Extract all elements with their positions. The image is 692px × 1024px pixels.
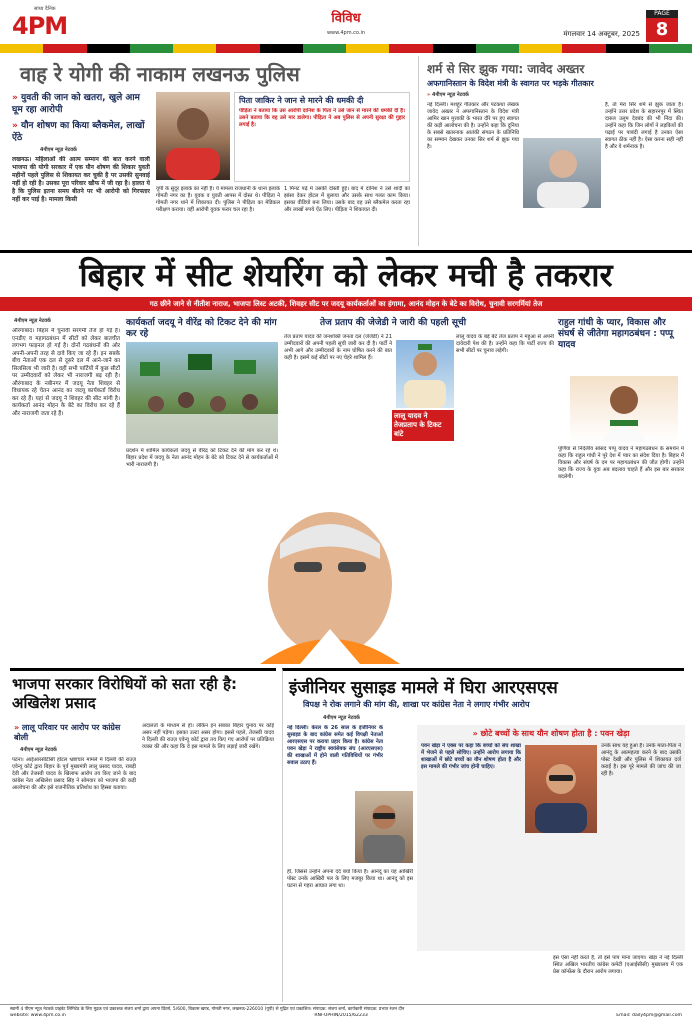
crowd-icon bbox=[126, 342, 278, 444]
lead-headline: बिहार में सीट शेयरिंग को लेकर मची है तकरार bbox=[79, 256, 613, 294]
story2-col1: नई दिल्ली। मशहूर गीतकार और पटकथा लेखक जावेद अख्तर ने अफगानिस्तान के विदेश मंत्री आमिर खान मुत्ताकी के भारत दौरे पर हुए स्वागत की कड़ी आलोचना की है। उन्होंने कहा कि दुनिया के सबसे खतरनाक आतंकी संगठन के प्रतिनिधि का सम्मान देखकर उनका सिर शर्म से झुक गया है। bbox=[427, 102, 519, 150]
footer-line1: स्वामी 4 पीएम न्यूज़ नेटवर्क प्राइवेट लिमिटेड के लिए मुद्रक एवं प्रकाशक संजय शर्मा द्वारा अपना प्रिंटर्स, 5/600, विकास खण्ड, गोमती नगर, लखनऊ-226010 (यूपी) से मुद्रित एवं प्रकाशित। संपादक: संजय शर्मा, कार्यकारी संपादक: प्रभात रंजन दीन bbox=[10, 1007, 405, 1012]
story1-quote-box bbox=[234, 92, 410, 182]
story3-kicker: » लालू परिवार पर आरोप पर कांग्रेस बोली bbox=[14, 723, 121, 742]
lead-tag: लालू यादव ने तेजप्रताप के टिकट बांटे bbox=[392, 410, 454, 441]
lead-sub1-body: प्रदर्शन में शामिल कार्यकर्ता जदयू से वीरेंद्र को टिकट देने की मांग कर रहे थे। बिहार प्रदेश में जदयू के नेता आनंद मोहन के बेटे को टिकट देने से कार्यकर्ताओं में भारी नाराजगी है। bbox=[126, 448, 278, 468]
story4-box-title: » छोटे बच्चों के साथ यौन शोषण होता है : पवन खेड़ा bbox=[472, 729, 630, 738]
lead-byline: 4पीएम न्यूज़ नेटवर्क bbox=[14, 318, 51, 324]
story-yogi-police bbox=[10, 56, 410, 246]
story1-col3: 1 मिनट पढ़ें में उसकी दोस्ती हुई। बाद में दानिश ने उसे शादी का झांसा देकर होटल में बुलाया और उसके साथ गलत काम किया। इसका वीडियो बना लिया। उसके बाद वह उसे ब्लैकमेल करता रहा और लाखों रुपये ऐंठ लिए। पीड़िता ने शिकायत दी। bbox=[284, 186, 410, 213]
lead-sub3: राहुल गांधी के प्यार, विकास और संघर्ष से जीतेगा महागठबंधन : पप्पू यादव bbox=[558, 318, 673, 350]
story3-byline: 4पीएम न्यूज़ नेटवर्क bbox=[20, 747, 57, 753]
footer bbox=[0, 1004, 692, 1024]
footer-rni: RNI-UPHIN/2015/62233 bbox=[314, 1013, 368, 1018]
lead-sub2-body: तेज प्रताप यादव की जनशक्ति जनता दल (जेजेडी) ने 21 उम्मीदवारों की अपनी पहली सूची जारी कर दी है। पार्टी ने अभी आगे और उम्मीदवारों के नाम घोषित करने की बात कही है। इसमें कई सीटों पर नए चेहरे शामिल हैं। bbox=[284, 334, 392, 361]
story1-col2: यूपी के सुदूर इलाके का नहीं है। ये मामला राजधानी के थाना इलाके गोमती नगर का है। युवक व युवती आपस में दोस्त थे। पीड़िता ने गोमती नगर थाने में शिकायत दी। पुलिस ने पीड़िता का मेडिकल परीक्षण कराया। वहीं आरोपी युवक फरार चल रहा है। bbox=[156, 186, 280, 213]
page-badge bbox=[646, 10, 678, 42]
story4-photo-khera bbox=[525, 745, 597, 833]
story-rss-engineer bbox=[282, 668, 684, 1002]
story1-quote: पिता जाकिर ने जान से मारने की धमकी दी bbox=[239, 96, 364, 105]
issue-date: मंगलवार 14 अक्टूबर, 2025 bbox=[563, 30, 640, 38]
story2-photo bbox=[523, 138, 601, 208]
story2-col2: है, तो मेरा सिर शर्म से झुक जाता है। उन्होंने उत्तर प्रदेश के सहारनपुर में स्थित दारुल उलूम देवबंद की भी निंदा की। उन्होंने कहा कि जिन लोगों ने लड़कियों की पढ़ाई पर पाबंदी लगाई है उनका ऐसा स्वागत ठीक नहीं है। ऐसा करना सही नहीं है और ये शर्मनाक है। bbox=[605, 102, 683, 150]
story4-headline: इंजीनियर सुसाइड मामले में घिरा आरएसएस bbox=[289, 678, 558, 698]
story4-col1: नई दिल्ली। केरल के 26 साल के इंजीनियर के सुसाइड के बाद कांग्रेस समेत कई विपक्षी नेताओं आरएसएस पर कराया प्रहार किया है। कांग्रेस नेता पवन खेड़ा ने राष्ट्रीय स्वयंसेवक संघ (आरएसएस) की शाखाओं में होने वाली गतिविधियों पर गंभीर सवाल उठाए हैं। bbox=[287, 725, 383, 766]
section-title: विविध bbox=[331, 11, 361, 26]
bullet-icon: » bbox=[472, 729, 478, 738]
story4-deck: विपक्ष ने रोक लगाने की मांग की, शाखा पर कांग्रेस नेता ने लगाए गंभीर आरोप bbox=[303, 700, 530, 709]
lead-sub2-body2: लालू यादव के बड़े बेटे तेज प्रताप ने महुआ से अपनी दावेदारी पेश की है। उन्होंने कहा कि पार्टी राज्य की सभी सीटों पर चुनाव लड़ेगी। bbox=[456, 334, 554, 354]
story3-headline: भाजपा सरकार विरोधियों को सता रही है: अखिलेश प्रसाद bbox=[12, 675, 237, 712]
lead-photo-pappu bbox=[570, 376, 678, 442]
story-akhilesh-prasad bbox=[10, 668, 276, 1002]
lead-photo-tejpratap bbox=[396, 340, 454, 408]
bullet-icon: » bbox=[427, 92, 431, 98]
lead-photo-rally bbox=[126, 342, 278, 444]
portrait-icon bbox=[355, 791, 413, 863]
portrait-icon bbox=[525, 745, 597, 833]
masthead-strip bbox=[0, 44, 692, 53]
bullet-icon: » bbox=[14, 723, 20, 732]
story4-byline: 4पीएम न्यूज़ नेटवर्क bbox=[323, 715, 360, 721]
story4-col2: ही, जिससे उन्होंने अपना दर्द बयां किया है। आनंदू का यह आखिरी पोस्ट उनके आखिरी पल के लिए मजबूर किया था। आनंदू को इस घटना से गहरा आघात लगा था। bbox=[287, 869, 413, 889]
politician-portrait-icon bbox=[220, 464, 430, 664]
lead-photo-nitish bbox=[220, 464, 430, 664]
story4-box-body2: उनके साथ यह हुआ है। उनके माता-पिता ने आनंदू के आत्महत्या करने के बाद उसकी पोस्ट देखी और पुलिस में शिकायत दर्ज कराई है। इस पूरे मामले की जांच की जा रही है। bbox=[601, 743, 681, 777]
story4-col3: इस ऐसा नहीं करते हैं, तो इसे पाप माना जाएगा। खेड़ा ने नई दिल्ली स्थित अखिल भारतीय कांग्रेस कमेटी (एआईसीसी) मुख्यालय में एक प्रेस कॉन्फ्रेंस के दौरान आरोप लगाया। bbox=[553, 955, 683, 975]
story1-quote-body: पीड़िता ने बताया कि उस आरोपी दानिश के पिता ने उसे जान से मारने की धमकी दी है। उसने बताया कि वह उसे मार डालेगा। पीड़िता ने अब पुलिस से अपनी सुरक्षा की गुहार लगाई है। bbox=[239, 108, 405, 128]
lead-col1: औरंगाबाद। बिहार में चुनावी सरगर्मी तेज हो गई है। एनडीए व महागठबंधन में सीटों को लेकर बातचीत लगभग फाइनल हो गई है। दोनों गठबंधनों की ओर अपनी-अपनी तरह से दावे किए जा रहे हैं। इन सबके बीच नेताओं एक दल से दूसरे दल में आने-जाने का सिलसिला भी जारी है। वहीं सभी पार्टियों में कुछ सीटों पर उम्मीदवारों को लेकर भी नाराजगी बढ़ रही है। औरंगाबाद के नबीनगर में जदयू नेता शिवहर से विधायक रहे चेतन आनंद का जदयू कार्यकर्ता विरोध कर रहे हैं। यहां से जदयू ने शिवहर की सीट मांगी है। कार्यकर्ता आनंद मोहन के बेटे का विरोध कर रहे हैं और नाराजगी जता रहे हैं। bbox=[12, 328, 120, 417]
lead-deck: गठ छीने जाने से नीतीश नाराज, भाजपा लिस्ट अटकी, शिवहर सीट पर जदयू कार्यकर्ताओं का हंगामा, आनंद मोहन के बेटे का विरोध, चुनावी सरगर्मियां तेज bbox=[0, 297, 692, 311]
story1-kicker2: » यौन शोषण का किया ब्लैकमेल, लाखों ऐंठे bbox=[12, 121, 145, 143]
portrait-icon bbox=[570, 376, 678, 442]
story4-box bbox=[417, 725, 685, 951]
lead-sub2: तेज प्रताप की जेजेडी ने जारी की पहली सूची bbox=[320, 318, 467, 328]
logo-text: 4PM bbox=[12, 12, 68, 40]
story2-headline: शर्म से सिर झुक गया: जावेद अख्तर bbox=[427, 62, 585, 76]
story2-byline: » 4पीएम न्यूज़ नेटवर्क bbox=[427, 92, 469, 98]
logo-tagline: सांध्य दैनिक bbox=[34, 6, 56, 12]
story3-col1: पटना। आईआरसीटीसी होटल भ्रष्टाचार मामले में दिल्ली की राउज़ एवेन्यू कोर्ट द्वारा बिहार के पूर्व मुख्यमंत्री लालू प्रसाद यादव, राबड़ी देवी और तेजस्वी यादव के खिलाफ आरोप तय किए जाने के बाद कांग्रेस नेता अखिलेश प्रसाद सिंह ने सोमवार को भाजपा की कड़ी आलोचना की और इसे राजनीतिक प्रतिशोध का हिस्सा बताया। bbox=[12, 757, 136, 791]
section-url[interactable]: www.4pm.co.in bbox=[326, 30, 366, 36]
story3-col2: अदालतों के माध्यम से हो। लेकिन इन सबका बिहार चुनाव पर कोई असर नहीं पड़ेगा। इसका उल्टा असर होगा। इससे पहले, तेजस्वी यादव ने दिल्ली की राउज़ एवेन्यू कोर्ट द्वारा तय किए गए आरोपों पर प्रतिक्रिया व्यक्त की और कहा कि वे इस मामले के लिए लड़ाई जारी रखेंगे। bbox=[142, 723, 274, 750]
portrait-icon bbox=[156, 92, 230, 180]
footer-row bbox=[0, 1013, 692, 1018]
story2-subhead: अफगानिस्तान के विदेश मंत्री के स्वागत पर भड़के गीतकार bbox=[427, 79, 594, 88]
story1-col1: लखनऊ। महिलाओं की आत्म सम्मान की बात करने वाली भाजपा की योगी सरकार में एक यौन शोषण की शिकार युवती महीनों पहले पुलिस से शिकायत कर चुकी है पर उसकी सुनवाई नहीं हो रही है। उसका पूरा परिवार खौफ में जी रहा है। हालत ये है कि पुलिस इतना समय बीतने पर भी आरोपी को गिरफ्तार नहीं कर पाई है। मामला किसी bbox=[12, 156, 150, 203]
story1-kicker1: » युवती की जान को खतरा, खुले आम घूम रहा आरोपी bbox=[12, 93, 140, 115]
masthead bbox=[0, 0, 692, 44]
bullet-icon: » bbox=[12, 121, 18, 131]
lead-sub3-body: पूर्णिया से निर्दलीय सांसद पप्पू यादव ने महागठबंधन के समर्थन में कहा कि राहुल गांधी ने पूरे देश में प्यार का संदेश दिया है। बिहार में विकास और संघर्ष के दम पर महागठबंधन की जीत होगी। उन्होंने कहा कि राज्य के युवा अब बदलाव चाहते हैं और इस बार सरकार बदलेगी। bbox=[558, 446, 684, 480]
page-number: 8 bbox=[655, 19, 669, 40]
footer-website[interactable]: website: www.4pm.co.in bbox=[10, 1013, 66, 1018]
story4-photo-victim bbox=[355, 791, 413, 863]
page-label: PAGE bbox=[646, 10, 678, 18]
story-javed-akhtar bbox=[418, 56, 684, 246]
bullet-icon: » bbox=[12, 93, 18, 103]
portrait-icon bbox=[523, 138, 601, 208]
footer-email[interactable]: Email: daily4pm@gmail.com bbox=[616, 1013, 682, 1018]
lead-body bbox=[10, 314, 684, 664]
story4-box-body: पवन खेड़ा ने एक्स पर कहा कि बच्चों को संघ शाखा में भेजने से पहले सोचिए। उन्होंने आरोप लगाया कि शाखाओं में छोटे बच्चों का यौन शोषण होता है और इस मामले की गंभीर जांच होनी चाहिए। bbox=[421, 743, 521, 770]
story1-photo bbox=[156, 92, 230, 180]
logo[interactable] bbox=[12, 6, 82, 40]
portrait-icon bbox=[396, 340, 454, 408]
lead-sub1: कार्यकर्ता जदयू ने वीरेंद्र को टिकट देने की मांग कर रहे bbox=[126, 318, 277, 339]
story1-byline: 4पीएम न्यूज़ नेटवर्क bbox=[40, 147, 77, 153]
story1-headline: वाह रे योगी की नाकाम लखनऊ पुलिस bbox=[20, 62, 300, 86]
lead-banner bbox=[0, 250, 692, 312]
